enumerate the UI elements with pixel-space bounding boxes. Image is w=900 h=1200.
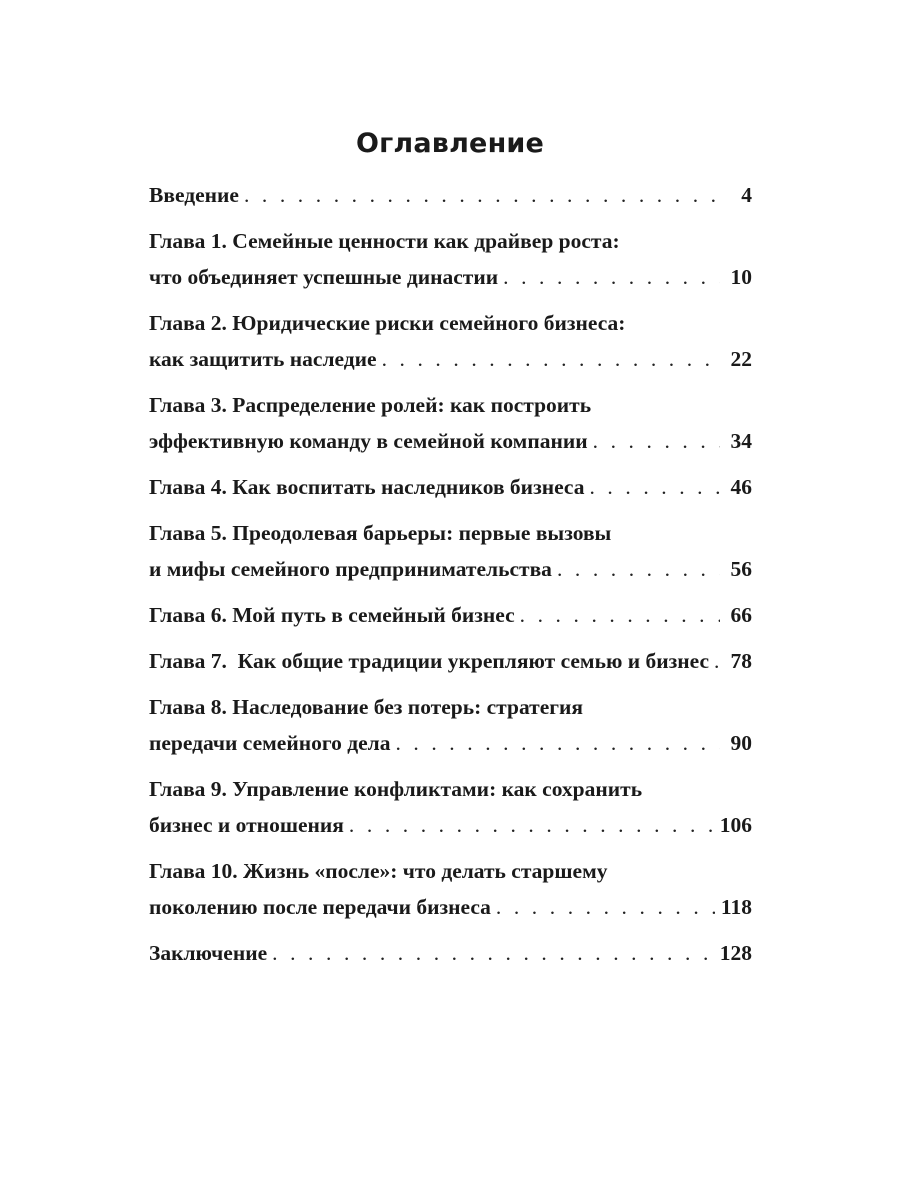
toc-entry [149, 689, 752, 761]
dot-leader [589, 469, 720, 505]
toc-page-number: 4 [741, 183, 752, 207]
toc-page-number: 128 [719, 941, 752, 965]
toc-entry-line [149, 689, 752, 725]
dot-leader [272, 935, 714, 971]
dot-leader [395, 725, 720, 761]
toc-entry [149, 643, 752, 679]
toc-entry-line [149, 259, 752, 295]
toc-page-number: 34 [730, 429, 752, 453]
toc-entry [149, 771, 752, 843]
toc-entry [149, 515, 752, 587]
toc-entry-line [149, 597, 752, 633]
toc-entry [149, 305, 752, 377]
toc-entry-text: Глава 3. Распределение ролей: как построить [149, 393, 592, 417]
toc-entry [149, 935, 752, 971]
toc-entry [149, 223, 752, 295]
toc-entry-line [149, 853, 752, 889]
toc-entry [149, 597, 752, 633]
toc-entry-line [149, 551, 752, 587]
toc-entry-line [149, 807, 752, 843]
toc-entry-text: и мифы семейного предпринимательства [149, 557, 552, 581]
toc-page-number: 56 [730, 557, 752, 581]
dot-leader [557, 551, 720, 587]
toc-entry-line [149, 223, 752, 259]
toc-entry [149, 177, 752, 213]
toc-entry-text: Введение [149, 183, 239, 207]
toc-entry [149, 387, 752, 459]
toc-page-number: 66 [730, 603, 752, 627]
toc-entry [149, 469, 752, 505]
toc-entry-line [149, 305, 752, 341]
toc-entry-line [149, 935, 752, 971]
toc-page-number: 90 [730, 731, 752, 755]
toc-entry-text: Глава 1. Семейные ценности как драйвер роста: [149, 229, 620, 253]
toc-entry-line [149, 341, 752, 377]
toc-entry-text: Глава 9. Управление конфликтами: как сохранить [149, 777, 643, 801]
dot-leader [382, 341, 720, 377]
toc-entry-line [149, 177, 752, 213]
toc-title: Оглавление [355, 128, 545, 159]
toc-page-number: 106 [719, 813, 752, 837]
toc-page-number: 22 [730, 347, 752, 371]
toc-entry-line [149, 423, 752, 459]
dot-leader [244, 177, 720, 213]
toc-entry-line [149, 469, 752, 505]
toc-entry-line [149, 889, 752, 925]
toc-entry-text: поколению после передачи бизнеса [149, 895, 491, 919]
dot-leader [593, 423, 720, 459]
toc-entry-text: Глава 6. Мой путь в семейный бизнес [149, 603, 515, 627]
toc-page-number: 10 [730, 265, 752, 289]
toc-entry-text: что объединяет успешные династии [149, 265, 499, 289]
toc-page-number: 46 [730, 475, 752, 499]
toc-entry-line [149, 643, 752, 679]
toc-entry-text: эффективную команду в семейной компании [149, 429, 588, 453]
toc-entry-text: Глава 8. Наследование без потерь: стратегия [149, 695, 584, 719]
toc-entry-text: Глава 2. Юридические риски семейного бизнеса: [149, 311, 626, 335]
toc-entry-line [149, 515, 752, 551]
dot-leader [714, 643, 720, 679]
toc-entry-text: Глава 4. Как воспитать наследников бизнеса [149, 475, 585, 499]
toc-entry-text: Глава 5. Преодолевая барьеры: первые вызовы [149, 521, 612, 545]
dot-leader [496, 889, 715, 925]
toc-entry-text: передачи семейного дела [149, 731, 391, 755]
toc-page-number: 78 [730, 649, 752, 673]
toc-entry-text: Заключение [149, 941, 268, 965]
toc-entry-line [149, 771, 752, 807]
toc-entry-text: как защитить наследие [149, 347, 377, 371]
toc-entry-text: Глава 7. Как общие традиции укрепляют семью и бизнес [149, 649, 710, 673]
dot-leader [503, 259, 720, 295]
toc-entry [149, 853, 752, 925]
toc-entry-line [149, 387, 752, 423]
dot-leader [349, 807, 714, 843]
toc-entry-text: Глава 10. Жизнь «после»: что делать старшему [149, 859, 608, 883]
toc-entry-line [149, 725, 752, 761]
toc-entry-text: бизнес и отношения [149, 813, 344, 837]
toc-list [149, 177, 752, 981]
dot-leader [520, 597, 720, 633]
toc-page-number: 118 [720, 895, 752, 919]
